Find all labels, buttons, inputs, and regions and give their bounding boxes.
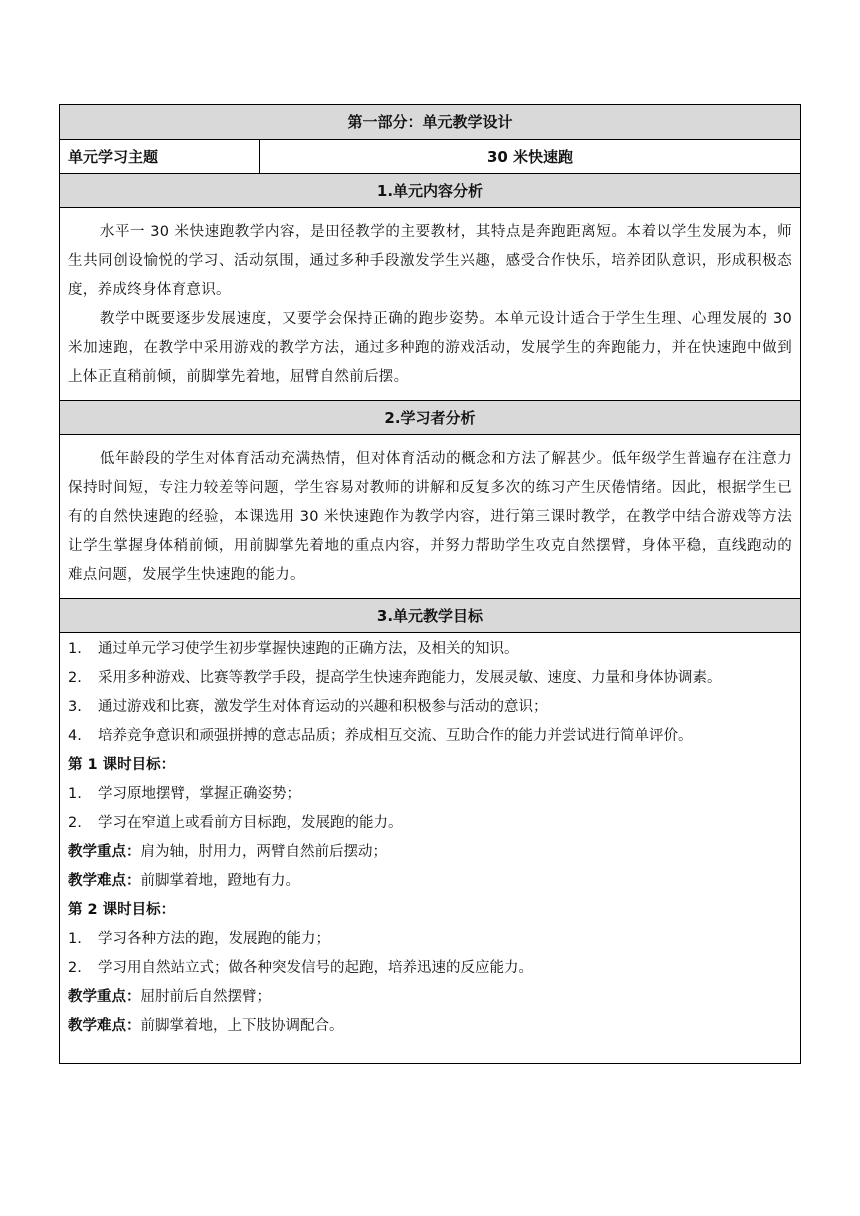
paragraph: 水平一 30 米快速跑教学内容，是田径教学的主要教材，其特点是奔跑距离短。本着以学生发展为本，师生共同创设愉悦的学习、活动氛围，通过多种手段激发学生兴趣，感受合作快乐，培养团队意识，形成积极态度，养成终身体育意识。 <box>68 224 792 298</box>
goal-number: 1. <box>68 641 82 657</box>
goal-item <box>68 635 792 664</box>
key-point-label: 教学重点： <box>68 989 141 1005</box>
lesson1-title: 第 1 课时目标： <box>68 757 176 773</box>
lesson2-item <box>68 954 792 983</box>
section2-content <box>60 434 800 598</box>
section3-content <box>60 632 800 1063</box>
goal-text: 通过单元学习使学生初步掌握快速跑的正确方法，及相关的知识。 <box>98 641 519 657</box>
goal-text: 培养竞争意识和顽强拼搏的意志品质；养成相互交流、互助合作的能力并尝试进行简单评价。 <box>98 728 693 744</box>
lesson1-key-point <box>68 838 792 867</box>
item-number: 1. <box>68 931 82 947</box>
section2-title: 2.学习者分析 <box>60 400 800 434</box>
item-text: 学习各种方法的跑，发展跑的能力； <box>98 931 330 947</box>
item-number: 2. <box>68 815 82 831</box>
goal-number: 2. <box>68 670 82 686</box>
goal-item <box>68 664 792 693</box>
goal-text: 通过游戏和比赛，激发学生对体育运动的兴趣和积极参与活动的意识； <box>98 699 548 715</box>
difficulty-label: 教学难点： <box>68 873 141 889</box>
lesson2-title: 第 2 课时目标： <box>68 902 176 918</box>
theme-label: 单元学习主题 <box>60 140 260 173</box>
lesson1-item <box>68 780 792 809</box>
section1-content <box>60 207 800 400</box>
key-point-label: 教学重点： <box>68 844 141 860</box>
theme-row <box>60 139 800 173</box>
key-point-text: 屈肘前后自然摆臂； <box>140 989 271 1005</box>
goal-text: 采用多种游戏、比赛等教学手段，提高学生快速奔跑能力，发展灵敏、速度、力量和身体协调素。 <box>98 670 722 686</box>
paragraph: 低年龄段的学生对体育活动充满热情，但对体育活动的概念和方法了解甚少。低年级学生普遍存在注意力保持时间短，专注力较差等问题，学生容易对教师的讲解和反复多次的练习产生厌倦情绪。因此，根据学生已有的自然快速跑的经验，本课选用 30 米快速跑作为教学内容，进行第三课时教学，在教学中结合游戏等方法让学生掌握身体稍前倾，用前脚掌先着地的重点内容，并努力帮助学生攻克自然摆臂，身体平稳，直线跑动的难点问题，发展学生快速跑的能力。 <box>68 451 792 583</box>
difficulty-text: 前脚掌着地，蹬地有力。 <box>140 873 300 889</box>
lesson2-item <box>68 925 792 954</box>
lesson2-difficulty <box>68 1012 792 1041</box>
paragraph: 教学中既要逐步发展速度，又要学会保持正确的跑步姿势。本单元设计适合于学生生理、心理发展的 30 米加速跑，在教学中采用游戏的教学方法，通过多种跑的游戏活动，发展学生的奔跑能力，并在快速跑中做到上体正直稍前倾，前脚掌先着地，屈臂自然前后摆。 <box>68 311 792 385</box>
goal-item <box>68 693 792 722</box>
difficulty-label: 教学难点： <box>68 1018 141 1034</box>
key-point-text: 肩为轴，肘用力，两臂自然前后摆动； <box>140 844 387 860</box>
item-number: 1. <box>68 786 82 802</box>
difficulty-text: 前脚掌着地，上下肢协调配合。 <box>140 1018 344 1034</box>
unit-design-table <box>59 104 801 1064</box>
goal-number: 4. <box>68 728 82 744</box>
goal-number: 3. <box>68 699 82 715</box>
lesson1-difficulty <box>68 867 792 896</box>
item-text: 学习在窄道上或看前方目标跑，发展跑的能力。 <box>98 815 403 831</box>
lesson2-key-point <box>68 983 792 1012</box>
section1-title: 1.单元内容分析 <box>60 173 800 207</box>
part-title: 第一部分：单元教学设计 <box>60 105 800 139</box>
item-text: 学习原地摆臂，掌握正确姿势； <box>98 786 301 802</box>
item-number: 2. <box>68 960 82 976</box>
theme-value: 30 米快速跑 <box>486 148 574 166</box>
item-text: 学习用自然站立式；做各种突发信号的起跑，培养迅速的反应能力。 <box>98 960 533 976</box>
section3-title: 3.单元教学目标 <box>60 598 800 632</box>
lesson1-item <box>68 809 792 838</box>
goal-item <box>68 722 792 751</box>
